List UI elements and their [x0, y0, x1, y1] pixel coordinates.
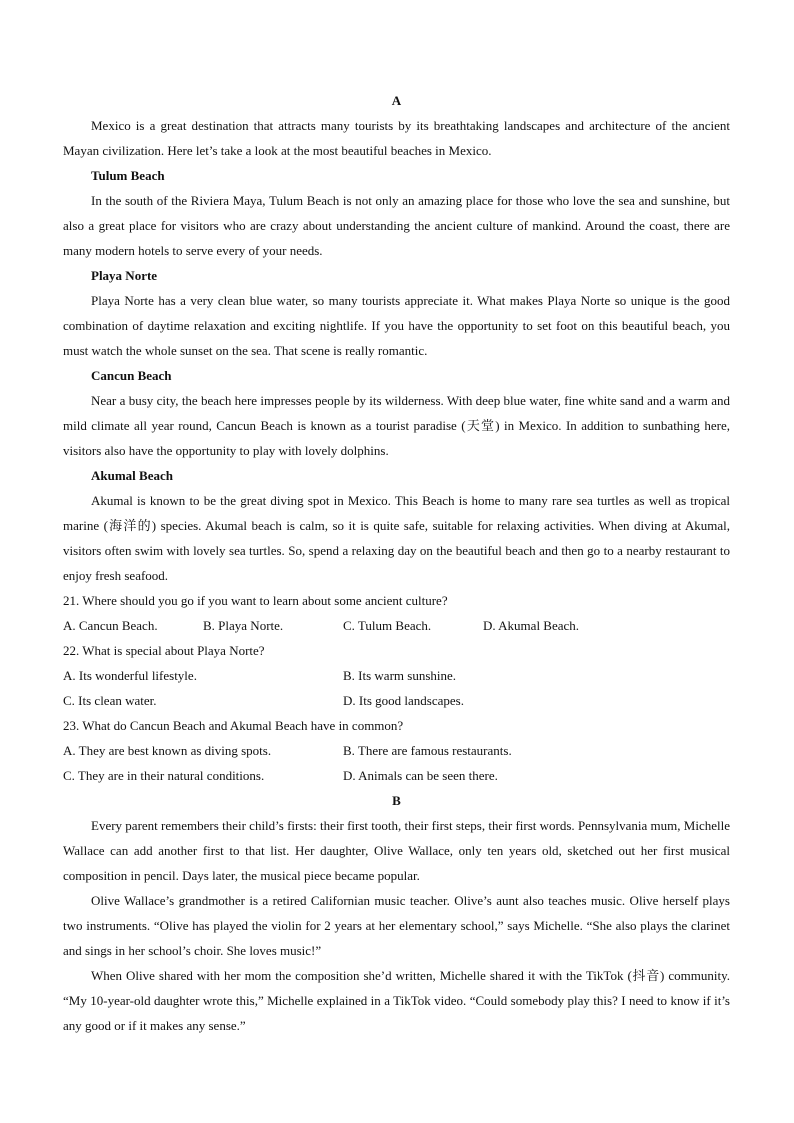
- beach-text-tulum: In the south of the Riviera Maya, Tulum Beach is not only an amazing place for those who love the sea and sunshine, but also a great place for visitors who are crazy about understanding the ancient culture of mankind. Around the coast, there are many modern hotels to serve every of your needs.: [63, 193, 730, 258]
- section-b-paragraph: Olive Wallace’s grandmother is a retired Californian music teacher. Olive’s aunt also teaches music. Olive herself plays two instruments. “Olive has played the violin for 2 years at her elementary school,” says Michelle. “She also plays the clarinet and sings in her school’s choir. She loves music!”: [63, 893, 730, 958]
- beach-heading-cancun: Cancun Beach: [91, 368, 172, 383]
- question-21-options: [63, 613, 730, 638]
- beach-heading-playa-norte: Playa Norte: [91, 268, 158, 283]
- option-c: C. They are in their natural conditions.: [63, 768, 265, 783]
- option-a: A. Its wonderful lifestyle.: [63, 668, 197, 683]
- beach-text-cancun: Near a busy city, the beach here impresses people by its wilderness. With deep blue water, fine white sand and a warm and mild climate all year round, Cancun Beach is known as a tourist paradise (天堂) in Mexico. In addition to sunbathing here, visitors also have the opportunity to play with lovely dolphins.: [63, 393, 730, 458]
- beach-text-playa-norte: Playa Norte has a very clean blue water, so many tourists appreciate it. What makes Playa Norte so unique is the good combination of daytime relaxation and exciting nightlife. If you have the opportunity to set foot on this beautiful beach, you must watch the whole sunset on the sea. That scene is really romantic.: [63, 293, 730, 358]
- option-d: D. Animals can be seen there.: [343, 768, 498, 783]
- section-a-intro: Mexico is a great destination that attracts many tourists by its breathtaking landscapes and architecture of the ancient Mayan civilization. Here let’s take a look at the most beautiful beaches in Mexico.: [63, 118, 730, 158]
- section-b-paragraph: When Olive shared with her mom the composition she’d written, Michelle shared it with the TikTok (抖音) community. “My 10-year-old daughter wrote this,” Michelle explained in a TikTok video. “Could somebody play this? I need to know if it’s any good or if it makes any sense.”: [63, 968, 730, 1033]
- section-a-heading: A: [391, 93, 402, 108]
- question-22-options-row2: [63, 688, 730, 713]
- document-page: [63, 88, 730, 1038]
- question-23-options-row2: [63, 763, 730, 788]
- option-b: B. There are famous restaurants.: [343, 743, 512, 758]
- option-d: D. Its good landscapes.: [343, 693, 464, 708]
- question-22-options-row1: [63, 663, 730, 688]
- option-a: A. Cancun Beach.: [63, 618, 158, 633]
- beach-text-akumal: Akumal is known to be the great diving spot in Mexico. This Beach is home to many rare sea turtles as well as tropical marine (海洋的) species. Akumal beach is calm, so it is quite safe, suitable for relaxing activities. When diving at Akumal, visitors often swim with lovely sea turtles. So, spend a relaxing day on the beautiful beach and then go to a nearby restaurant to enjoy fresh seafood.: [63, 493, 730, 583]
- option-d: D. Akumal Beach.: [483, 618, 580, 633]
- option-b: B. Its warm sunshine.: [343, 668, 457, 683]
- section-b-heading: B: [392, 793, 401, 808]
- option-b: B. Playa Norte.: [203, 618, 284, 633]
- section-b-paragraph: Every parent remembers their child’s firsts: their first tooth, their first steps, their first words. Pennsylvania mum, Michelle Wallace can add another first to that list. Her daughter, Olive Wallace, only ten years old, sketched out her first musical composition in pencil. Days later, the musical piece became popular.: [63, 818, 730, 883]
- question-22: 22. What is special about Playa Norte?: [63, 643, 265, 658]
- option-a: A. They are best known as diving spots.: [63, 743, 272, 758]
- question-21: 21. Where should you go if you want to learn about some ancient culture?: [63, 593, 448, 608]
- question-23: 23. What do Cancun Beach and Akumal Beach have in common?: [63, 718, 404, 733]
- question-23-options-row1: [63, 738, 730, 763]
- option-c: C. Its clean water.: [63, 693, 157, 708]
- option-c: C. Tulum Beach.: [343, 618, 432, 633]
- beach-heading-tulum: Tulum Beach: [91, 168, 165, 183]
- beach-heading-akumal: Akumal Beach: [91, 468, 173, 483]
